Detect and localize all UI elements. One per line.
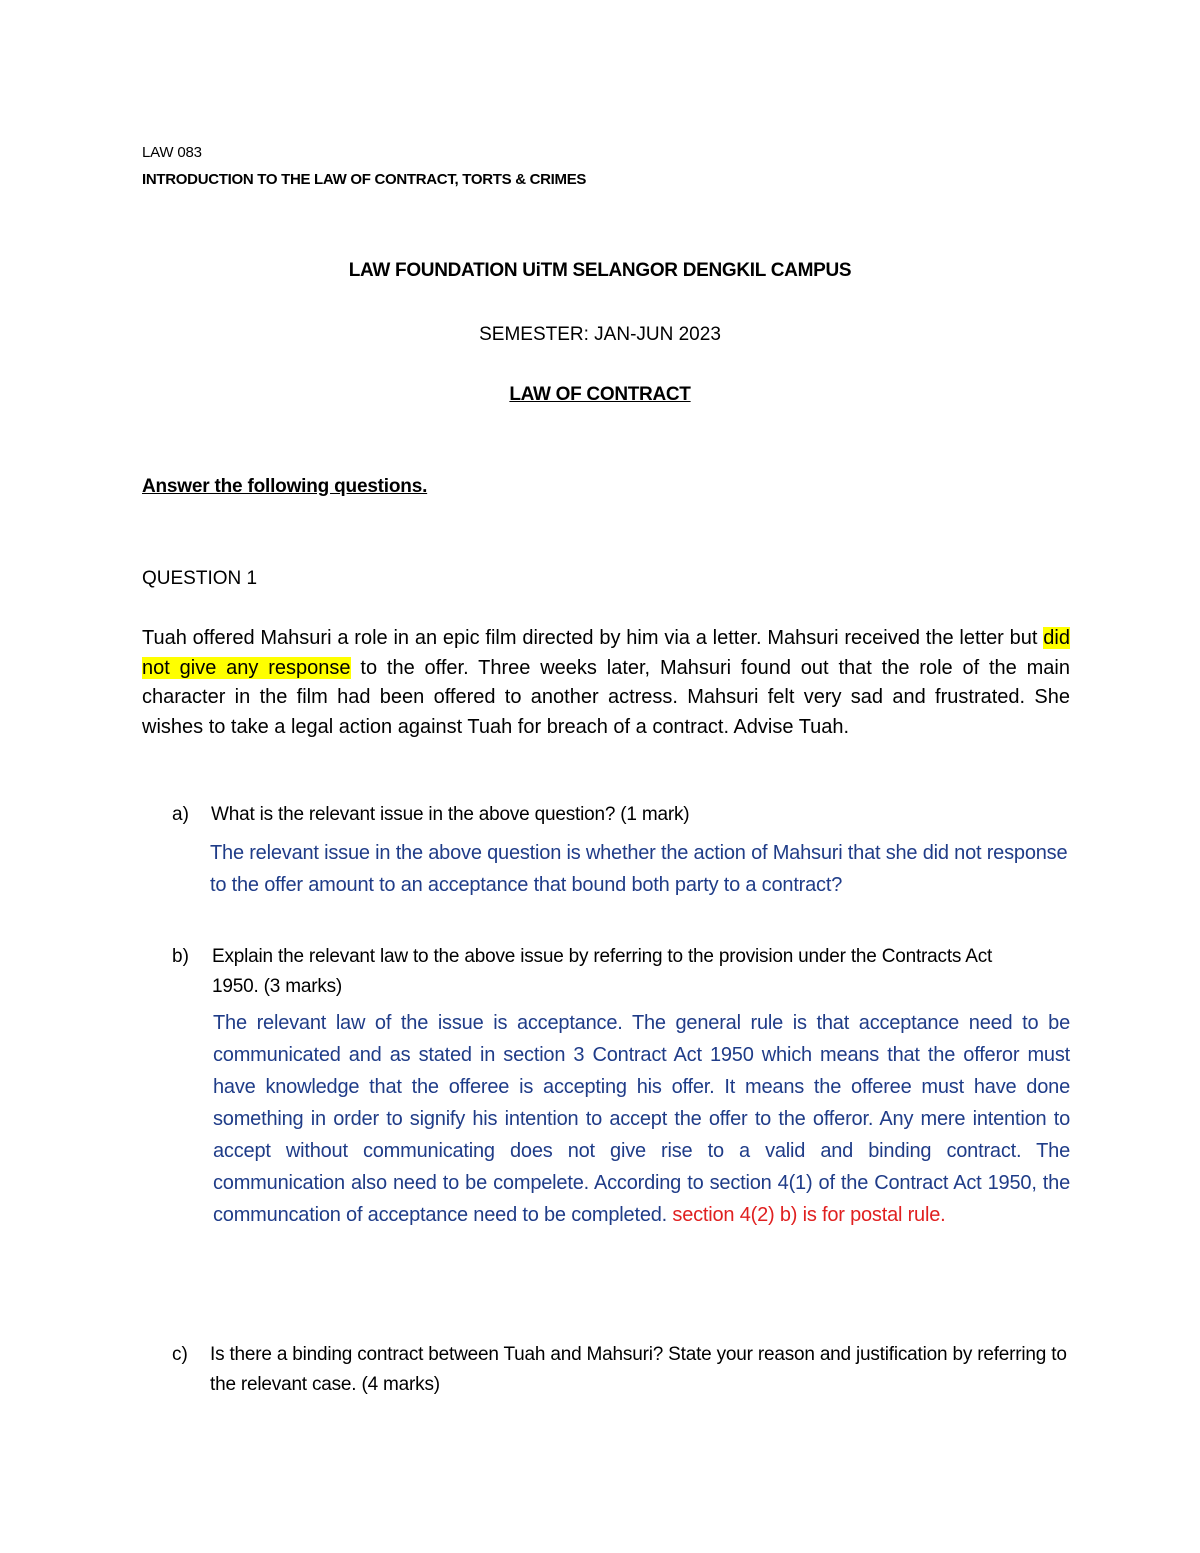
subject-heading: LAW OF CONTRACT bbox=[509, 384, 691, 405]
item-b-answer-text: The relevant law of the issue is acceptance. The general rule is that acceptance need to be communicated and as stated in section 3 Contract Act 1950 which means that the offeror must have knowledge that the offeree is accepting his offer. It means the offeree must have done something in order to signify his intention to accept the offer to the offeror. Any mere intention to accept without communicating does not give rise to a valid and binding contract. The communication also need to be compelete. According to section 4(1) of the Contract Act 1950, the communcation of acceptance need to be completed. bbox=[213, 1012, 1070, 1226]
item-b-letter: b) bbox=[172, 946, 189, 967]
item-a-answer: The relevant issue in the above question is whether the action of Mahsuri that she did not response to the offer amount to an acceptance that bound both party to a contract? bbox=[210, 842, 1068, 896]
item-b-answer bbox=[213, 1007, 1070, 1231]
item-b-question: Explain the relevant law to the above issue by referring to the provision under the Contracts Act 1950. (3 marks) bbox=[212, 946, 993, 997]
item-a-letter: a) bbox=[172, 804, 189, 825]
course-title: INTRODUCTION TO THE LAW OF CONTRACT, TORTS & CRIMES bbox=[142, 171, 587, 188]
question-title: QUESTION 1 bbox=[142, 568, 258, 589]
item-b-answer-note: section 4(2) b) is for postal rule. bbox=[672, 1204, 946, 1226]
instruction-text: Answer the following questions. bbox=[142, 476, 428, 497]
item-c-question: Is there a binding contract between Tuah and Mahsuri? State your reason and justification by referring to the relevant case. (4 marks) bbox=[210, 1344, 1067, 1395]
semester-heading: SEMESTER: JAN-JUN 2023 bbox=[479, 324, 721, 345]
scenario-text-end: to the offer. Three weeks later, Mahsuri found out that the role of the main character in the film had been offered to another actress. Mahsuri felt very sad and frustrated. She wishes to take a legal action against Tuah for breach of a contract. Advise Tuah. bbox=[142, 656, 1070, 738]
scenario-text-start: Tuah offered Mahsuri a role in an epic film directed by him via a letter. Mahsuri received the letter but bbox=[142, 627, 1044, 649]
scenario-highlight: did not give any response bbox=[142, 627, 1070, 679]
question-scenario bbox=[142, 624, 1070, 742]
course-code: LAW 083 bbox=[142, 144, 202, 161]
item-a-question: What is the relevant issue in the above question? (1 mark) bbox=[211, 804, 690, 825]
item-c-letter: c) bbox=[172, 1344, 188, 1365]
institution-heading: LAW FOUNDATION UiTM SELANGOR DENGKIL CAMPUS bbox=[348, 260, 852, 281]
